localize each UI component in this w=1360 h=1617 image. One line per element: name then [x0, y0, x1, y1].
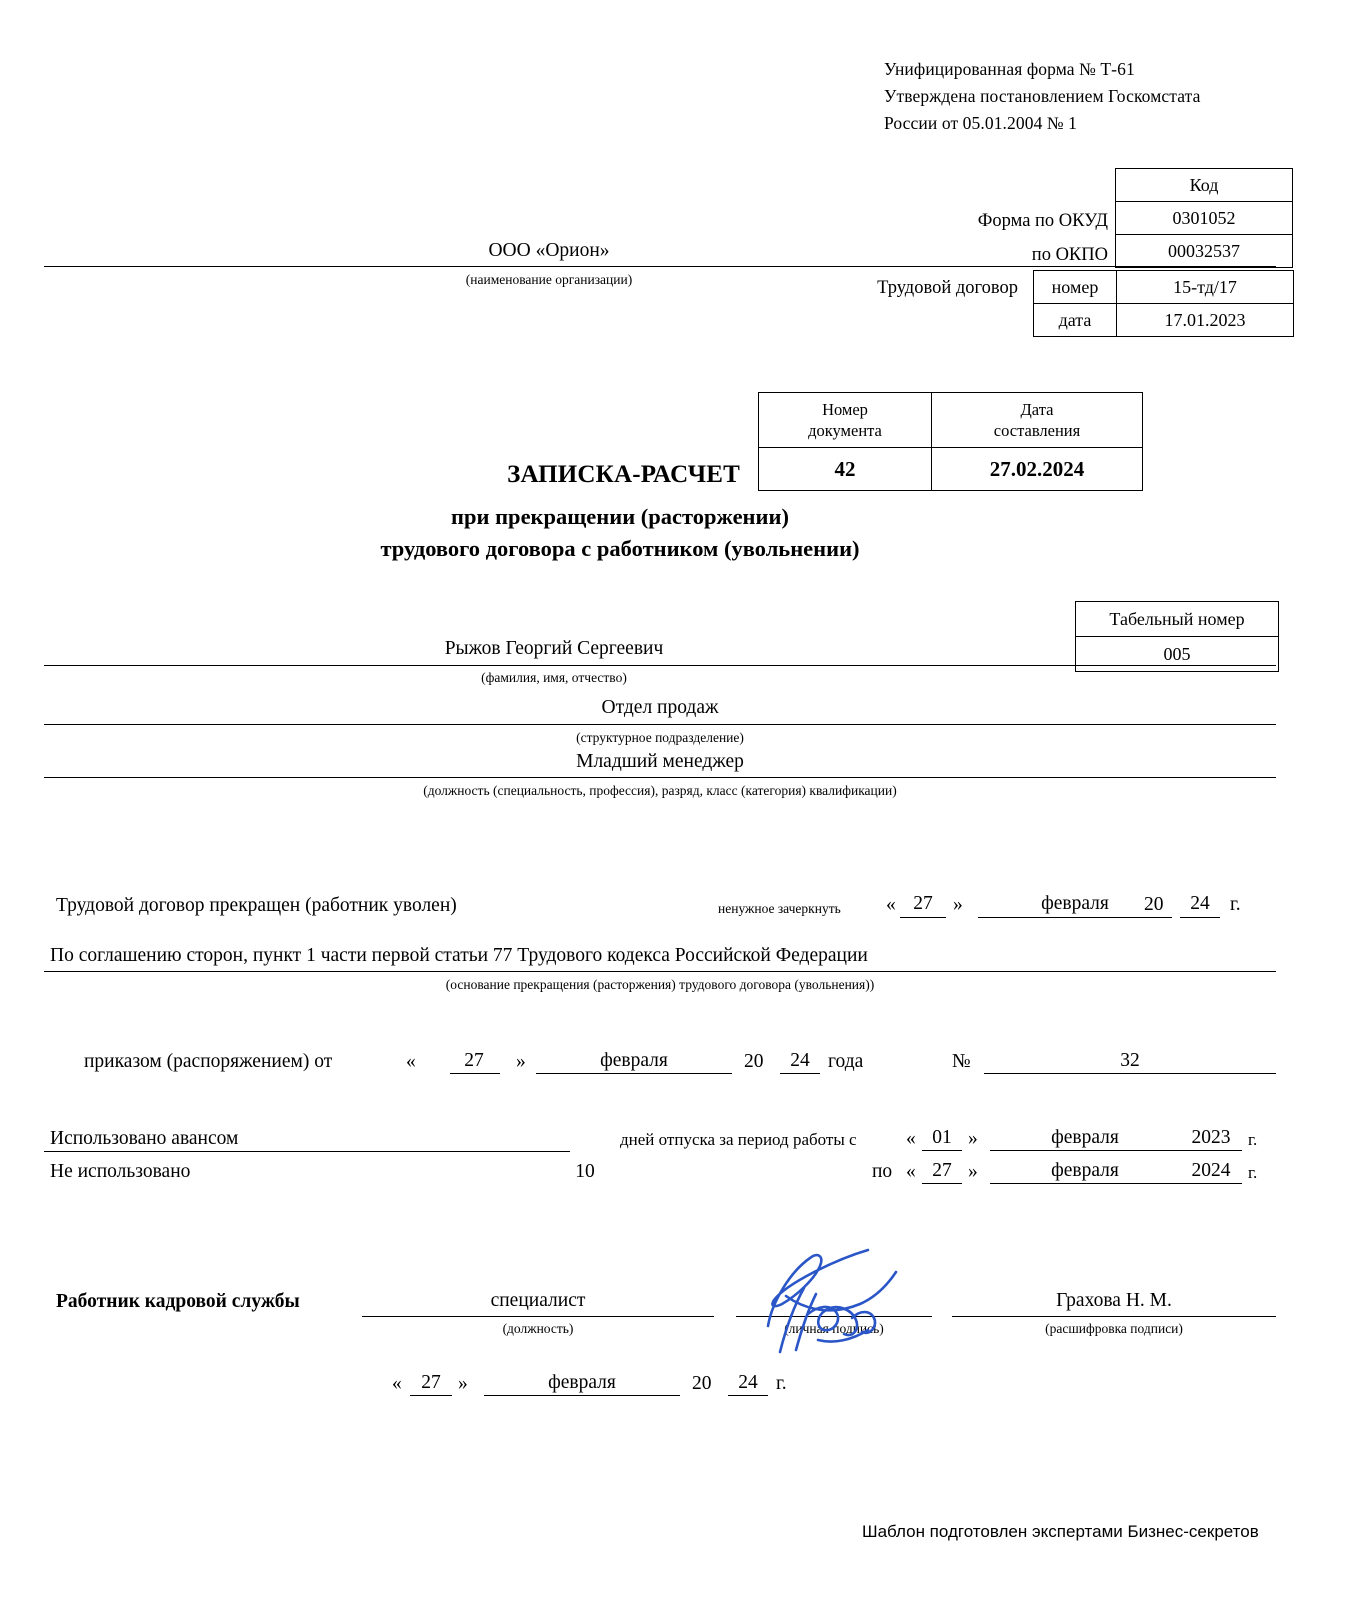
form-header-line-2: Утверждена постановлением Госкомстата [884, 86, 1201, 106]
okud-value-cell: 0301052 [1116, 202, 1293, 235]
hr-officer-label: Работник кадровой службы [56, 1291, 300, 1312]
code-header-cell: Код [1116, 169, 1293, 202]
doc-date-value: 27.02.2024 [932, 448, 1143, 491]
vacation-to-day-underline [922, 1183, 962, 1184]
vacation-to-quote-open: « [906, 1161, 916, 1182]
signature-name-underline [952, 1316, 1276, 1317]
footer-note: Шаблон подготовлен экспертами Бизнес-секретов [862, 1522, 1259, 1541]
signature-name-caption: (расшифровка подписи) [1045, 1321, 1183, 1336]
signature-date-year-abbr: г. [776, 1373, 787, 1394]
doc-number-header-line2: документа [808, 421, 882, 440]
signature-date-month: февраля [548, 1372, 616, 1393]
grounds-caption: (основание прекращения (расторжения) трудового договора (увольнения)) [445, 977, 875, 992]
employee-division: Отдел продаж [601, 697, 719, 718]
vacation-from-month-underline [990, 1150, 1180, 1151]
grounds-value: По соглашению сторон, пункт 1 части первой статьи 77 Трудового кодекса Российской Федерации [50, 945, 868, 966]
termination-day-underline [900, 917, 946, 918]
order-month-underline [536, 1073, 732, 1074]
signature-name-value: Грахова Н. М. [1056, 1290, 1172, 1311]
page-subtitle-line-2: трудового договора с работником (увольнении) [380, 536, 860, 561]
order-day-underline [450, 1073, 500, 1074]
termination-quote-open: « [886, 894, 896, 915]
grounds-underline [44, 971, 1276, 972]
okpo-label: по ОКПО [1031, 245, 1108, 265]
fio-underline [44, 665, 1276, 666]
vacation-from-day: 01 [932, 1127, 952, 1148]
doc-date-header-line1: Дата [1020, 400, 1054, 419]
division-underline [44, 724, 1276, 725]
vacation-to-month: февраля [1051, 1160, 1119, 1181]
order-month: февраля [600, 1050, 668, 1071]
vacation-to-year-abbr: г. [1248, 1163, 1258, 1182]
vacation-to-year-underline [1180, 1183, 1242, 1184]
form-header-note [884, 56, 1200, 137]
doc-number-value: 42 [759, 448, 932, 491]
vacation-from-year-underline [1180, 1150, 1242, 1151]
order-quote-close: » [516, 1051, 526, 1072]
organization-name: ООО «Орион» [488, 240, 610, 261]
position-caption: (должность (специальность, профессия), разряд, класс (категория) квалификации) [423, 783, 897, 798]
employee-fio: Рыжов Георгий Сергеевич [444, 638, 664, 659]
code-table [1115, 168, 1293, 268]
form-header-line-1: Унифицированная форма № Т-61 [884, 59, 1135, 79]
signature-position-underline [362, 1316, 714, 1317]
doc-date-header [932, 393, 1143, 448]
vacation-advance-underline [44, 1151, 570, 1152]
vacation-to-quote-close: » [968, 1161, 978, 1182]
handwritten-signature [756, 1244, 956, 1354]
order-year-word: года [828, 1051, 864, 1072]
okpo-value-cell: 00032537 [1116, 235, 1293, 268]
contract-number-value-cell: 15-тд/17 [1117, 271, 1294, 304]
form-header-line-3: России от 05.01.2004 № 1 [884, 113, 1078, 133]
termination-year-abbr: г. [1230, 894, 1241, 915]
signature-date-year-prefix: 20 [692, 1373, 712, 1394]
doc-number-header [759, 393, 932, 448]
signature-position-caption: (должность) [502, 1321, 574, 1336]
order-day: 27 [464, 1050, 484, 1071]
position-underline [44, 777, 1276, 778]
tabel-number-table [1075, 601, 1279, 672]
signature-position-value: специалист [490, 1290, 586, 1311]
order-quote-open: « [406, 1051, 416, 1072]
contract-date-value-cell: 17.01.2023 [1117, 304, 1294, 337]
vacation-from-year-abbr: г. [1248, 1130, 1258, 1149]
order-year-underline [780, 1073, 820, 1074]
vacation-from-quote-close: » [968, 1128, 978, 1149]
signature-date-year-underline [728, 1395, 768, 1396]
vacation-advance-label: Использовано авансом [50, 1128, 239, 1149]
vacation-to-year: 2024 [1191, 1160, 1231, 1181]
termination-month-underline [978, 917, 1172, 918]
tabel-number-header: Табельный номер [1076, 602, 1279, 637]
order-year-prefix: 20 [744, 1051, 764, 1072]
vacation-to-label: по [872, 1161, 893, 1182]
order-number-value: 32 [1120, 1050, 1140, 1071]
vacation-unused-days: 10 [575, 1161, 595, 1182]
order-number-underline [984, 1073, 1276, 1074]
tabel-number-value: 005 [1076, 637, 1279, 672]
vacation-unused-label: Не использовано [50, 1161, 191, 1182]
signature-date-day-underline [410, 1395, 452, 1396]
termination-year-suffix: 24 [1190, 893, 1210, 914]
signature-line-caption: (личная подпись) [784, 1321, 884, 1336]
contract-label: Трудовой договор [877, 278, 1018, 298]
termination-month: февраля [1041, 893, 1109, 914]
contract-number-label-cell: номер [1034, 271, 1117, 304]
organization-underline [44, 266, 1276, 267]
signature-date-month-underline [484, 1395, 680, 1396]
page-subtitle-line-1: при прекращении (расторжении) [451, 504, 789, 529]
contract-table [1033, 270, 1294, 337]
vacation-from-day-underline [922, 1150, 962, 1151]
vacation-from-month: февраля [1051, 1127, 1119, 1148]
doc-date-header-line2: составления [993, 421, 1081, 440]
doc-number-header-line1: Номер [822, 400, 868, 419]
termination-year-prefix: 20 [1144, 894, 1164, 915]
employee-position: Младший менеджер [576, 751, 744, 772]
termination-year-underline [1180, 917, 1220, 918]
vacation-period-label: дней отпуска за период работы с [620, 1130, 857, 1149]
signature-date-quote-open: « [392, 1373, 402, 1394]
termination-quote-close: » [953, 894, 963, 915]
signature-date-quote-close: » [458, 1373, 468, 1394]
page-title: ЗАПИСКА-РАСЧЕТ [507, 461, 740, 488]
vacation-to-day: 27 [932, 1160, 952, 1181]
okud-label: Форма по ОКУД [977, 211, 1108, 231]
organization-caption: (наименование организации) [465, 272, 633, 287]
division-caption: (структурное подразделение) [576, 730, 744, 745]
termination-label: Трудовой договор прекращен (работник уволен) [56, 895, 457, 916]
vacation-to-month-underline [990, 1183, 1180, 1184]
order-number-sign: № [952, 1051, 971, 1072]
termination-day: 27 [913, 893, 933, 914]
vacation-from-year: 2023 [1191, 1127, 1231, 1148]
signature-date-day: 27 [421, 1372, 441, 1393]
strike-note: ненужное зачеркнуть [718, 901, 841, 916]
order-year-suffix: 24 [790, 1050, 810, 1071]
document-number-table [758, 392, 1143, 491]
vacation-from-quote-open: « [906, 1128, 916, 1149]
order-label: приказом (распоряжением) от [84, 1051, 333, 1072]
contract-date-label-cell: дата [1034, 304, 1117, 337]
signature-date-year-suffix: 24 [738, 1372, 758, 1393]
fio-caption: (фамилия, имя, отчество) [481, 670, 627, 685]
